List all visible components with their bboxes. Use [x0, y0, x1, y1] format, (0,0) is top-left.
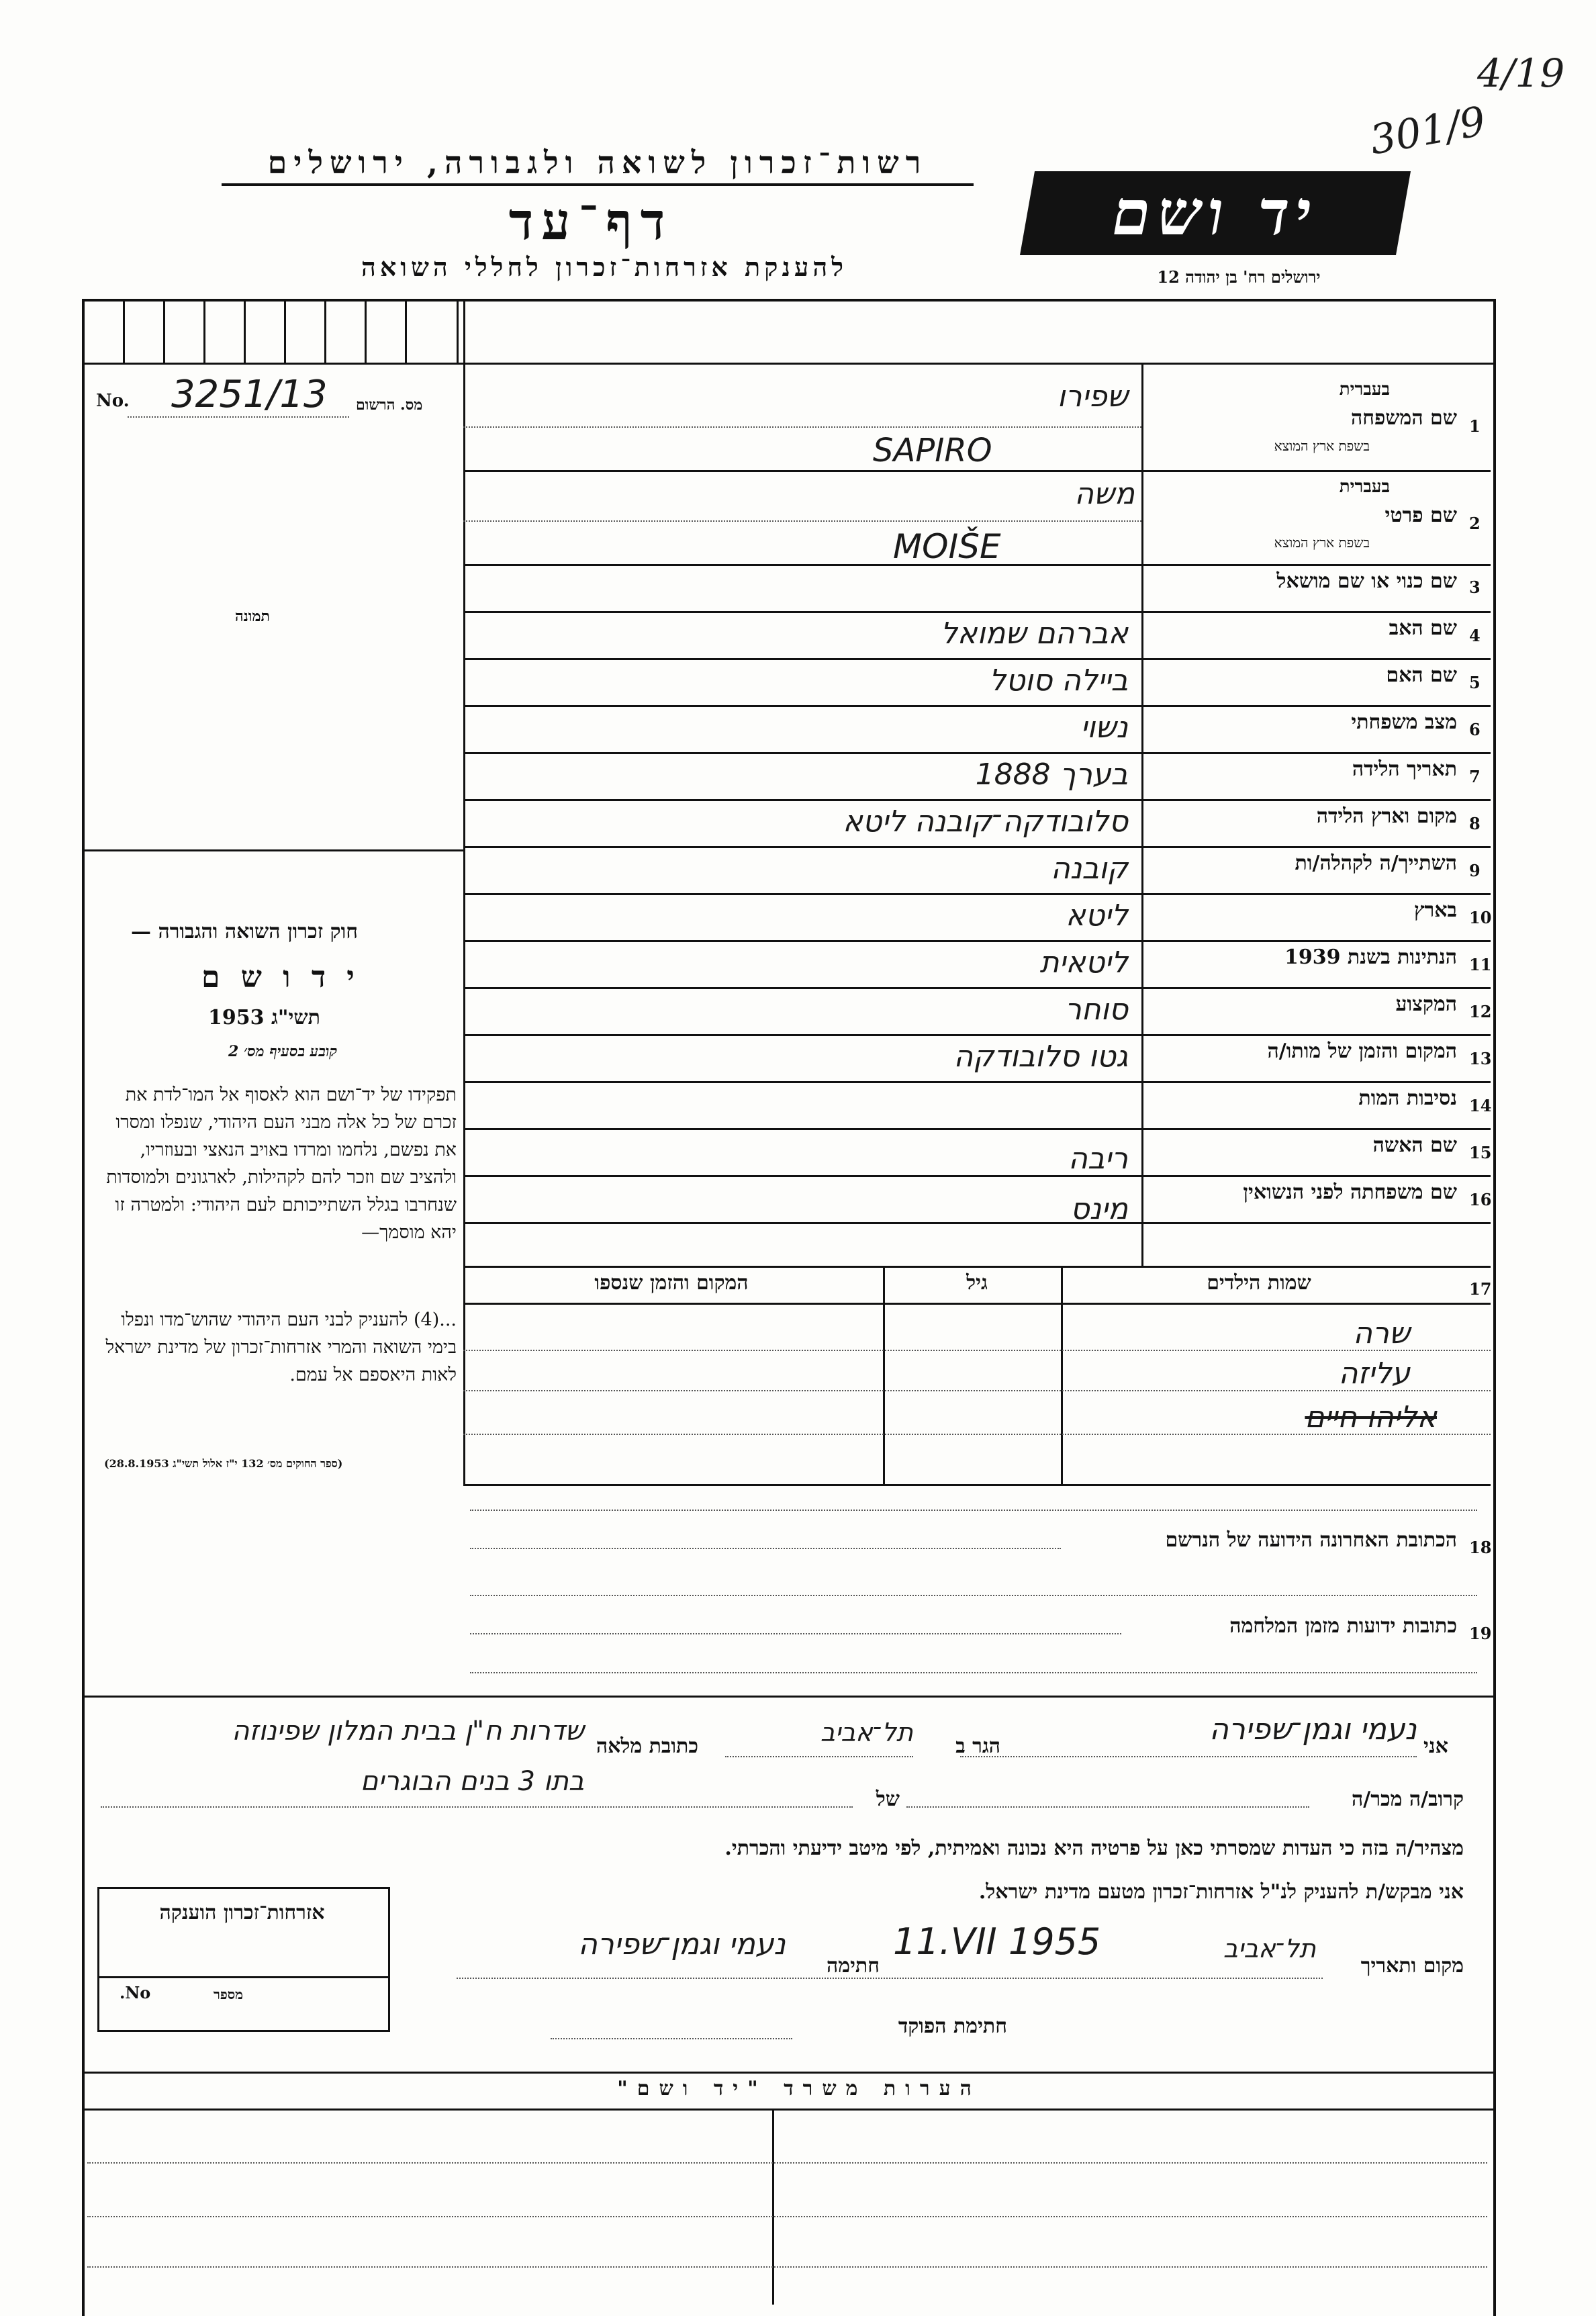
award-number-label: מספר	[214, 1986, 243, 2002]
place-value: תל־אביב	[1223, 1934, 1316, 1963]
field-number-6: 6	[1469, 720, 1481, 739]
children-col-names: שמות הילדים	[1207, 1271, 1311, 1295]
field-number-14: 14	[1469, 1096, 1492, 1115]
place-date-label: מקום ותאריך	[1360, 1954, 1464, 1978]
field-number-12: 12	[1469, 1002, 1492, 1021]
form-subtitle: להענקת אזרחות־זכרון לחללי השואה	[361, 252, 848, 282]
law-paragraph-1: תפקידו של יד־ושם הוא לאסוף אל המו־לדת את זכרם של כל אלה מבני העם היהודי, שנפלו ומסרו את נפשם, נלחמו ומרדו באויב הנאצי ובעוזריו, ולהציב שם וזכר להם לקהילות, לארגונים ולמוסדות שנחרבו בגלל השתייכותם לעם היהודי: ולמטרה זו יהא מוסמך—	[106, 1084, 457, 1243]
field-value-wife-maiden-name: מינס	[1070, 1192, 1128, 1226]
field-value-first-name-latin: MOIŠE	[893, 527, 1001, 566]
field-number-7: 7	[1469, 767, 1481, 786]
field-value-birth-date: בערך 1888	[975, 757, 1128, 792]
field-label-wife-name: שם האשה	[1372, 1133, 1457, 1157]
field-label-marital-status: מצב משפחתי	[1351, 710, 1457, 734]
field-label-country: בארץ	[1413, 898, 1457, 922]
field-label-community: השתייך/ה לקהלה/ות	[1295, 851, 1457, 875]
law-citation: (ספר החוקים מס׳ 132 י"ז אלול תשי"ג 28.8.1953)	[104, 1457, 343, 1470]
field-value-mother: ביילה סוטל	[989, 663, 1128, 698]
field-label-profession: המקצוע	[1395, 992, 1457, 1016]
child-name-2: עליזה	[1338, 1356, 1410, 1391]
law-year: תשי"ג 1953	[208, 1006, 320, 1029]
field-value-profession: סוחר	[1064, 992, 1128, 1027]
field-label-birthplace: מקום וארץ הלידה	[1316, 804, 1457, 828]
of-label: של	[876, 1788, 900, 1811]
field-label-first-name: שם פרטי	[1384, 504, 1457, 527]
field-label-father: שם האב	[1389, 616, 1457, 640]
award-no-label: No.	[120, 1983, 151, 2002]
photo-label: תמונה	[235, 608, 270, 625]
law-section: קובע בסעיף מס׳ 2	[228, 1043, 338, 1060]
field-value-nationality-1939: ליטאית	[1039, 945, 1128, 980]
no-label: No.	[96, 391, 130, 411]
field-sub-hebrew-1: בעברית	[1339, 379, 1390, 400]
field-label-wife-maiden-name: שם משפחתה לפני הנשואין	[1243, 1180, 1457, 1204]
declarant-name: נעמי וגמן־שפירה	[1209, 1712, 1417, 1747]
child-name-3-struck: אליהו חיים	[1305, 1400, 1437, 1434]
field-number-9: 9	[1469, 861, 1481, 880]
registration-number: 3251/13	[171, 373, 328, 416]
field-value-family-name: שפירו	[1057, 379, 1128, 414]
child-name-1: שרה	[1353, 1316, 1410, 1350]
field-number-18: 18	[1469, 1538, 1492, 1557]
field-number-15: 15	[1469, 1143, 1492, 1162]
request-text: אני מבקש/ת להעניק לנ"ל אזרחות־זכרון מטעם מדינת ישראל.	[978, 1880, 1464, 1904]
logo-address: ירושלים רח' בן יהודה 12	[1157, 267, 1321, 287]
law-name: י ד ו ש ם	[201, 960, 360, 994]
field-number-13: 13	[1469, 1049, 1492, 1068]
award-box-title: אזרחות־זכרון הוענקה	[159, 1901, 325, 1925]
handwritten-reference-top: 4/19	[1477, 50, 1565, 96]
law-title: חוק זכרון השואה והגבורה —	[131, 920, 358, 943]
field-label-family-name: שם המשפחה	[1350, 406, 1457, 430]
law-paragraph-2: ...(4) להעניק לבני העם היהודי שהוש־מדו ונפלו בימי השואה והמרי אזרחות־זכרון של מדינת ישראל לאות היאספם אל עמם.	[105, 1309, 457, 1385]
field-value-community: קובנה	[1050, 851, 1128, 886]
relation-value: בתו 3 בנים הבוגרים	[360, 1766, 584, 1797]
field-value-father: אברהם שמואל	[940, 616, 1128, 651]
field-number-8: 8	[1469, 814, 1481, 833]
field-value-wife-name: ריבה	[1068, 1142, 1128, 1176]
office-remarks-header: הערות משרד "יד ושם"	[617, 2077, 981, 2100]
field-sub-hebrew-2: בעברית	[1339, 477, 1390, 497]
field-number-10: 10	[1469, 908, 1492, 927]
field-sub-origin-1: בשפת ארץ המוצא	[1274, 438, 1370, 454]
form-title: דף־עד	[508, 191, 673, 251]
authority-line: רשות־זכרון לשואה ולגבורה, ירושלים	[222, 144, 974, 181]
field-label-death-place: המקום והזמן של מותו/ה	[1267, 1039, 1457, 1063]
wartime-address-label: כתובות ידועות מזמן המלחמה	[1229, 1614, 1457, 1638]
relation-label: קרוב/ה מכר/ה	[1352, 1788, 1464, 1811]
children-col-place: המקום והזמן שנספו	[594, 1271, 749, 1295]
signature-label: חתימה	[827, 1954, 880, 1978]
handwritten-reference: 301/9	[1366, 97, 1489, 165]
last-address-label: הכתובת האחרונה הידועה של הנרשם	[1165, 1528, 1457, 1552]
award-box	[97, 1887, 390, 2032]
field-number-11: 11	[1469, 955, 1492, 974]
field-value-marital-status: נשוי	[1080, 710, 1128, 745]
field-label-mother: שם האם	[1386, 663, 1457, 687]
field-value-birthplace: סלובודקה־קובנה ליטא	[843, 804, 1128, 839]
field-value-death-place: גטו סלובודקה	[953, 1039, 1128, 1074]
field-label-birth-date: תאריך הלידה	[1352, 757, 1457, 781]
declarant-city: תל־אביב	[820, 1718, 913, 1747]
registration-label: מס. הרשום	[356, 396, 423, 414]
field-number-3: 3	[1469, 577, 1481, 597]
yad-vashem-logo: יד ושם	[1020, 171, 1411, 255]
resides-in-label: הגר ב	[955, 1734, 1000, 1758]
field-sub-origin-2: בשפת ארץ המוצא	[1274, 535, 1370, 551]
children-col-age: גיל	[966, 1271, 988, 1295]
field-label-nickname: שם כנוי או שם מושאל	[1276, 569, 1457, 593]
field-label-nationality-1939: הנתינות בשנת 1939	[1284, 945, 1457, 969]
date-value: 11.VII 1955	[893, 1920, 1101, 1963]
officer-signature-label: חתימת הפוקד	[898, 2014, 1007, 2038]
declarant-full-address: שדרות ח"ן בבית המלון שפינוזה	[232, 1716, 584, 1747]
field-number-5: 5	[1469, 673, 1481, 692]
field-number-16: 16	[1469, 1190, 1492, 1209]
field-number-4: 4	[1469, 626, 1481, 645]
field-number-19: 19	[1469, 1624, 1492, 1643]
field-number-1: 1	[1469, 416, 1481, 436]
field-value-country: ליטא	[1066, 898, 1128, 933]
full-address-label: כתובת מלאה	[596, 1734, 698, 1758]
field-value-first-name: משה	[1074, 477, 1135, 511]
field-number-2: 2	[1469, 514, 1481, 533]
declarant-ani: אני	[1423, 1734, 1448, 1758]
signature-value: נעמי וגמן־שפירה	[578, 1927, 786, 1961]
field-label-death-circumstances: נסיבות המות	[1358, 1086, 1457, 1110]
field-number-17: 17	[1469, 1279, 1492, 1299]
declaration-text: מצהיר/ה בזה כי העדות שמסרתי כאן על פרטיה היא נכונה ואמיתית, לפי מיטב ידיעתי והכרתי.	[724, 1837, 1464, 1860]
field-value-family-name-latin: SAPIRO	[873, 432, 992, 469]
